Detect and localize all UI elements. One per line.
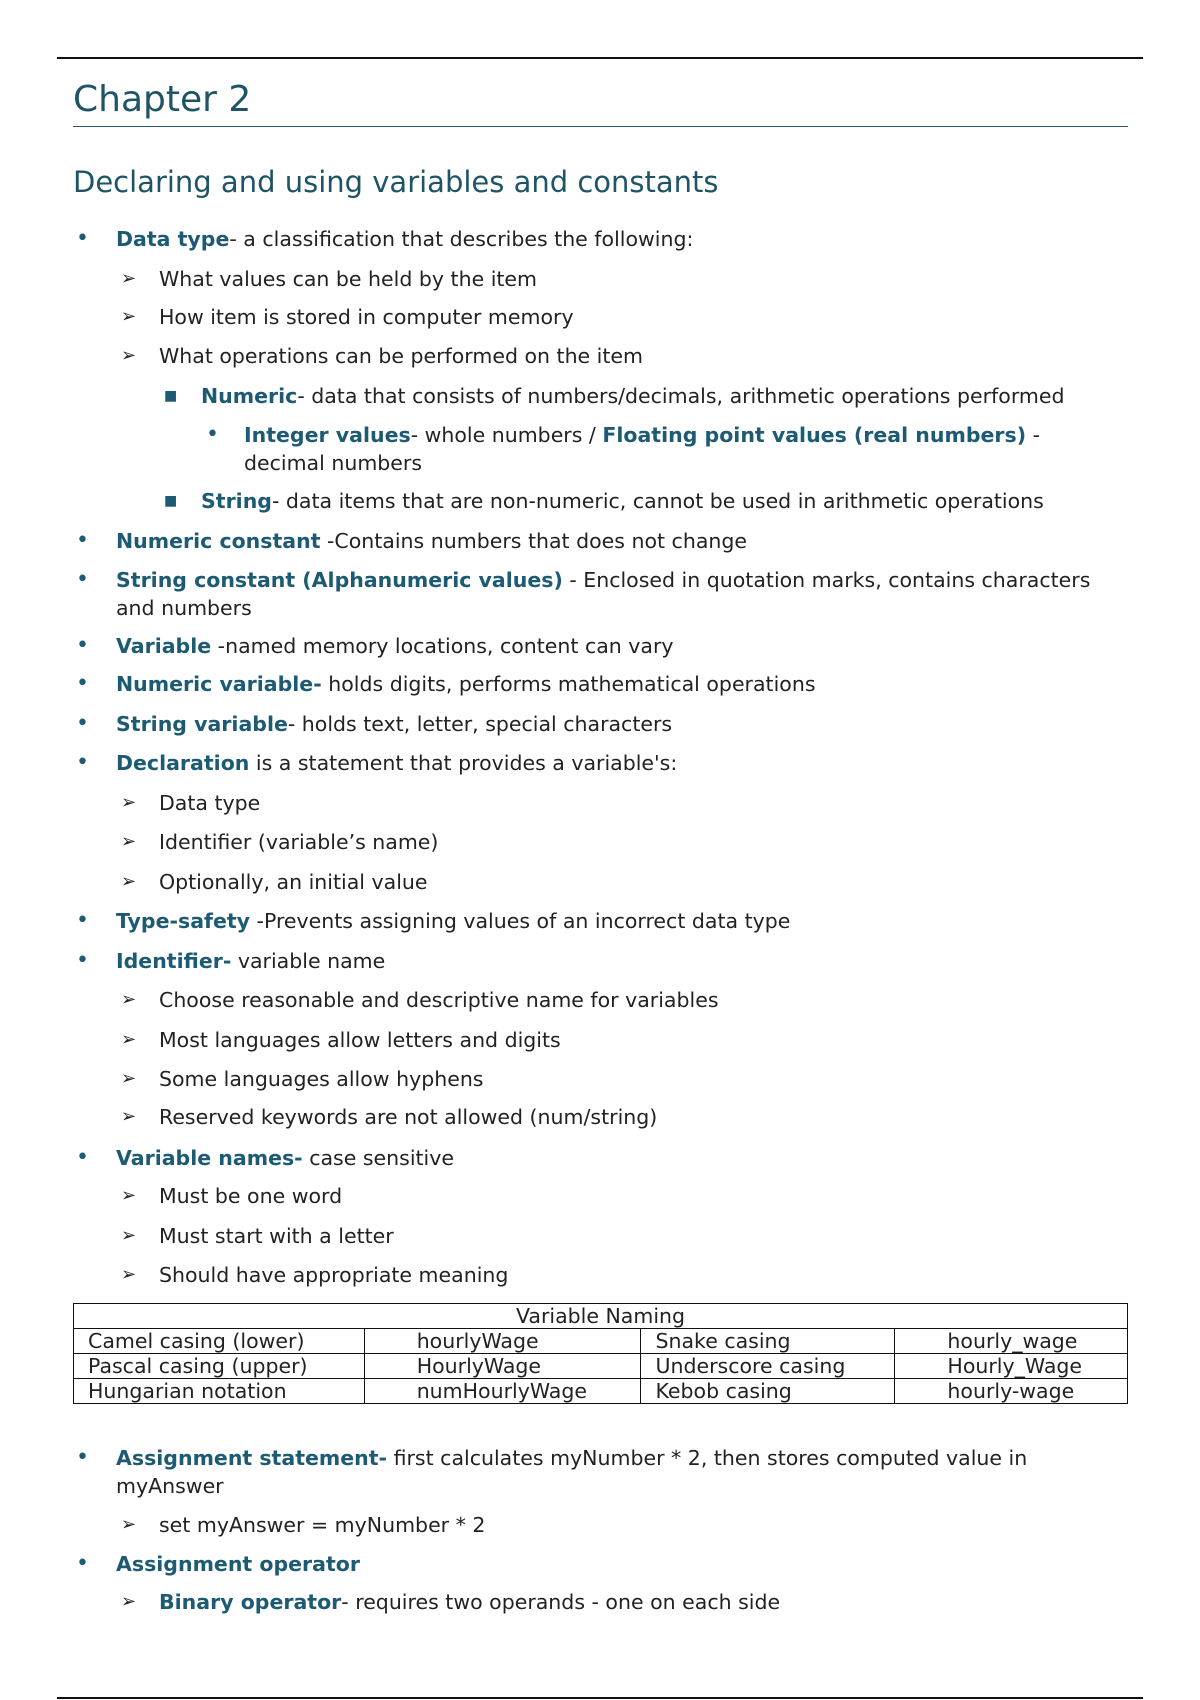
square-bullet-icon: ■ [164, 493, 178, 509]
bullet-variable [116, 632, 674, 660]
term-string: String [201, 489, 272, 513]
list-item: Must be one word [159, 1184, 343, 1208]
table-cell: hourly_wage [895, 1329, 1128, 1354]
table-cell: Hungarian notation [74, 1379, 365, 1404]
bullet-dot-icon: • [76, 750, 89, 775]
table-row [74, 1354, 1128, 1379]
table-row [74, 1379, 1128, 1404]
bullet-dot-icon: • [76, 633, 89, 658]
bullet-string [201, 487, 1044, 515]
desc-identifier: variable name [231, 949, 386, 973]
desc-string-constant: - Enclosed in quotation marks, contains characters and numbers [116, 568, 1091, 620]
arrow-bullet-icon: ➢ [121, 831, 137, 852]
table-cell: hourly-wage [895, 1379, 1128, 1404]
list-item: Identifier (variable’s name) [159, 830, 439, 854]
desc-variable-names: case sensitive [302, 1146, 455, 1170]
table-cell: Kebob casing [641, 1379, 895, 1404]
desc-string-variable: - holds text, letter, special characters [287, 712, 673, 736]
term-numeric-variable: Numeric variable- [116, 672, 322, 696]
bullet-type-safety [116, 907, 790, 935]
list-item: What operations can be performed on the item [159, 344, 644, 368]
list-item: Choose reasonable and descriptive name for variables [159, 988, 719, 1012]
chapter-title: Chapter 2 [73, 82, 1128, 127]
desc-variable: -named memory locations, content can vary [211, 634, 674, 658]
arrow-bullet-icon: ➢ [121, 1514, 137, 1535]
term-assignment-operator: Assignment operator [116, 1552, 360, 1576]
bullet-data-type [116, 225, 693, 253]
table-cell: Hourly_Wage [895, 1354, 1128, 1379]
arrow-bullet-icon: ➢ [121, 1264, 137, 1285]
arrow-bullet-icon: ➢ [121, 268, 137, 289]
term-identifier: Identifier- [116, 949, 232, 973]
desc-binary-operator: - requires two operands - one on each side [341, 1590, 781, 1614]
arrow-bullet-icon: ➢ [121, 1185, 137, 1206]
bullet-assignment-operator [116, 1550, 360, 1578]
bullet-integer-values [244, 421, 1104, 477]
bullet-declaration [116, 749, 677, 777]
term-numeric-constant: Numeric constant [116, 529, 321, 553]
arrow-bullet-icon: ➢ [121, 989, 137, 1010]
bullet-dot-icon: • [206, 422, 219, 447]
term-variable-names: Variable names- [116, 1146, 303, 1170]
bullet-numeric [201, 382, 1064, 410]
desc-data-type: - a classification that describes the following: [229, 227, 694, 251]
desc-numeric-variable: holds digits, performs mathematical operations [321, 672, 816, 696]
table-cell: HourlyWage [364, 1354, 641, 1379]
list-item: Most languages allow letters and digits [159, 1028, 561, 1052]
arrow-bullet-icon: ➢ [121, 1225, 137, 1246]
arrow-bullet-icon: ➢ [121, 792, 137, 813]
desc-integer-tail: - decimal numbers [244, 423, 1041, 475]
list-item: Should have appropriate meaning [159, 1263, 509, 1287]
list-item: Some languages allow hyphens [159, 1067, 484, 1091]
square-bullet-icon: ■ [164, 388, 178, 404]
bullet-binary-operator [159, 1588, 780, 1616]
desc-integer-mid: - whole numbers / [410, 423, 603, 447]
bullet-dot-icon: • [76, 948, 89, 973]
arrow-bullet-icon: ➢ [121, 1591, 137, 1612]
bullet-numeric-constant [116, 527, 747, 555]
table-caption: Variable Naming [74, 1304, 1128, 1329]
desc-string: - data items that are non-numeric, cannot be used in arithmetic operations [271, 489, 1044, 513]
arrow-bullet-icon: ➢ [121, 1068, 137, 1089]
table-cell: Underscore casing [641, 1354, 895, 1379]
variable-naming-table [73, 1303, 1128, 1404]
bullet-numeric-variable [116, 670, 816, 698]
arrow-bullet-icon: ➢ [121, 871, 137, 892]
list-item: Reserved keywords are not allowed (num/string) [159, 1105, 658, 1129]
bullet-identifier [116, 947, 385, 975]
list-item: Must start with a letter [159, 1224, 394, 1248]
bullet-dot-icon: • [76, 1145, 89, 1170]
bullet-dot-icon: • [76, 711, 89, 736]
desc-assignment-statement: first calculates myNumber * 2, then stores computed value in myAnswer [116, 1446, 1028, 1498]
arrow-bullet-icon: ➢ [121, 306, 137, 327]
table-cell: Pascal casing (upper) [74, 1354, 365, 1379]
bullet-dot-icon: • [76, 567, 89, 592]
bullet-assignment-statement [116, 1444, 1096, 1500]
term-integer-values: Integer values [244, 423, 411, 447]
arrow-bullet-icon: ➢ [121, 1106, 137, 1127]
list-item: What values can be held by the item [159, 267, 538, 291]
bullet-string-variable [116, 710, 672, 738]
table-cell: hourlyWage [364, 1329, 641, 1354]
section-title: Declaring and using variables and constants [73, 165, 719, 199]
bullet-dot-icon: • [76, 1445, 89, 1470]
desc-numeric: - data that consists of numbers/decimals, arithmetic operations performed [297, 384, 1065, 408]
bullet-dot-icon: • [76, 908, 89, 933]
term-variable: Variable [116, 634, 212, 658]
bullet-dot-icon: • [76, 528, 89, 553]
term-type-safety: Type-safety [116, 909, 251, 933]
bottom-rule [57, 1697, 1143, 1699]
list-item: Optionally, an initial value [159, 870, 428, 894]
list-item: How item is stored in computer memory [159, 305, 574, 329]
term-declaration: Declaration [116, 751, 250, 775]
term-string-constant: String constant (Alphanumeric values) [116, 568, 563, 592]
bullet-string-constant [116, 566, 1128, 622]
desc-numeric-constant: -Contains numbers that does not change [320, 529, 747, 553]
term-data-type: Data type [116, 227, 230, 251]
list-item: set myAnswer = myNumber * 2 [159, 1513, 486, 1537]
term-binary-operator: Binary operator [159, 1590, 342, 1614]
arrow-bullet-icon: ➢ [121, 1029, 137, 1050]
bullet-dot-icon: • [76, 1551, 89, 1576]
bullet-dot-icon: • [76, 226, 89, 251]
table-cell: Camel casing (lower) [74, 1329, 365, 1354]
top-rule [57, 57, 1143, 59]
table-caption-row [74, 1304, 1128, 1329]
table-cell: Snake casing [641, 1329, 895, 1354]
desc-type-safety: -Prevents assigning values of an incorrect data type [250, 909, 791, 933]
list-item: Data type [159, 791, 261, 815]
table-cell: numHourlyWage [364, 1379, 641, 1404]
desc-declaration: is a statement that provides a variable's: [249, 751, 678, 775]
arrow-bullet-icon: ➢ [121, 345, 137, 366]
bullet-variable-names [116, 1144, 454, 1172]
bullet-dot-icon: • [76, 671, 89, 696]
term-string-variable: String variable [116, 712, 288, 736]
table-row [74, 1329, 1128, 1354]
term-floating-point: Floating point values (real numbers) [602, 423, 1027, 447]
term-numeric: Numeric [201, 384, 298, 408]
term-assignment-statement: Assignment statement- [116, 1446, 388, 1470]
